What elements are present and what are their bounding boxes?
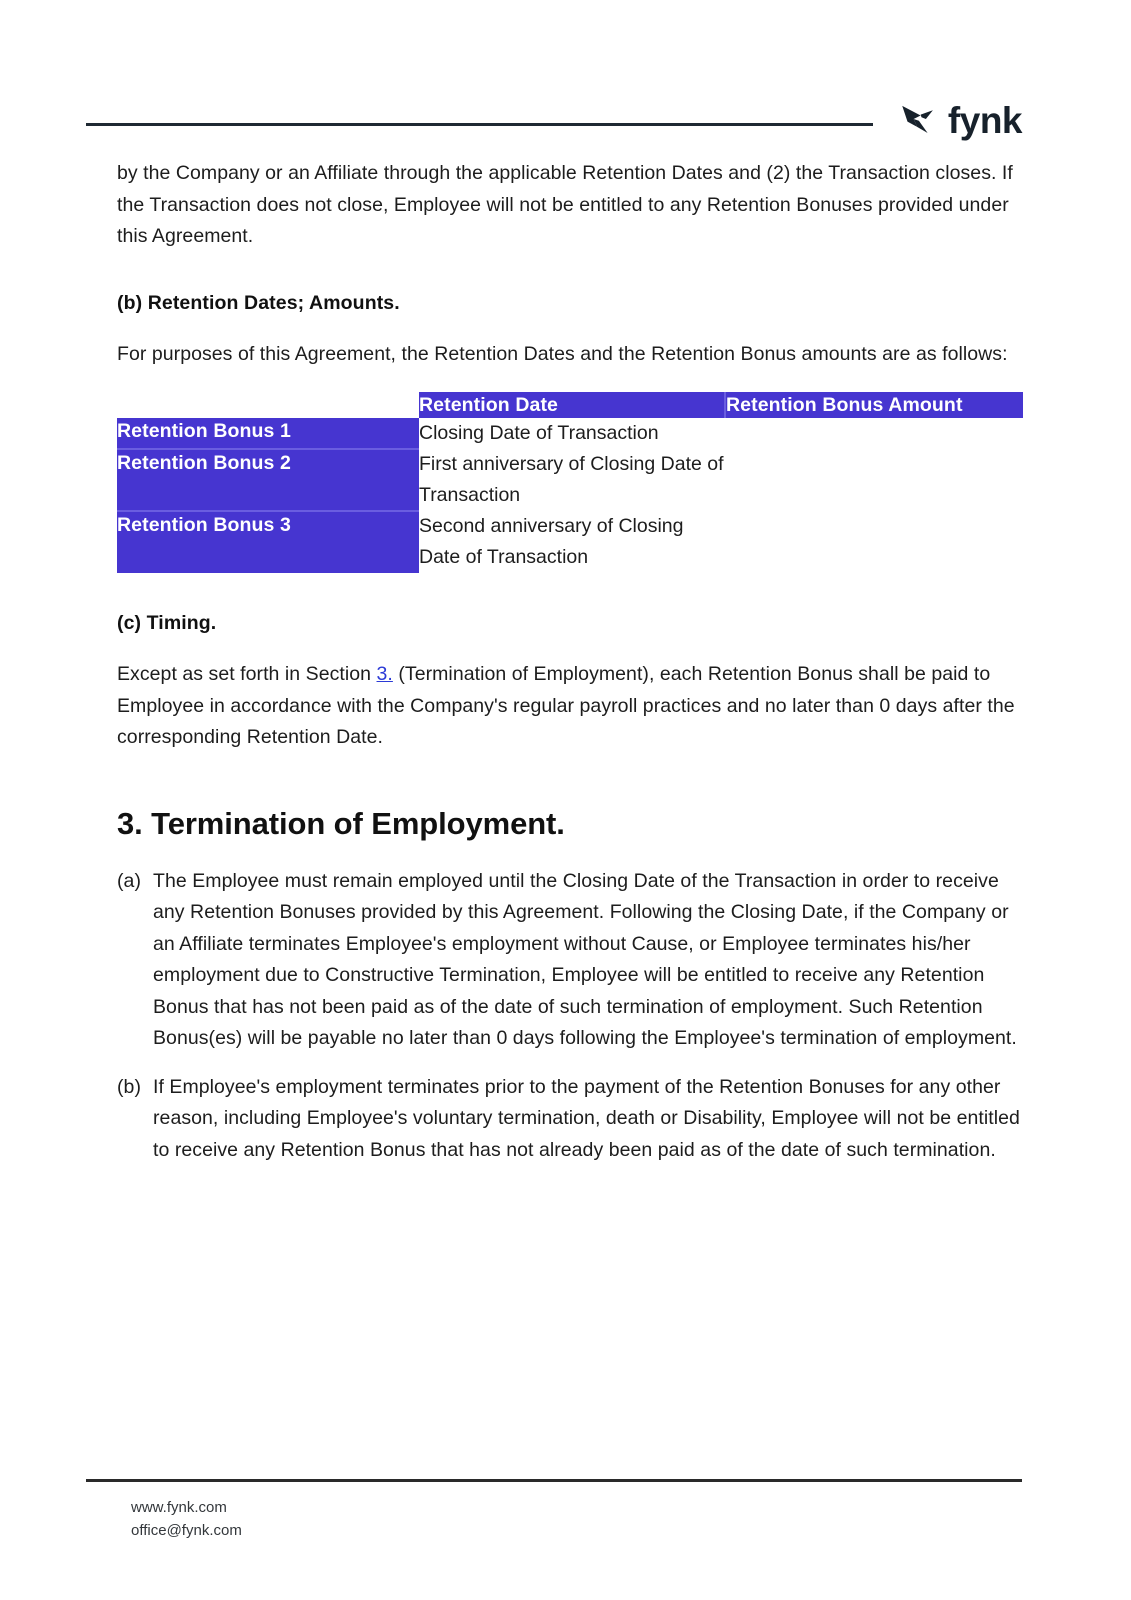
spacer [117,573,1023,609]
cell-bonus-amount-1 [725,418,1023,449]
subsection-c-text-before-link: Except as set forth in Section [117,663,377,685]
continued-paragraph: by the Company or an Affiliate through the applicable Retention Dates and (2) the Transaction closes. If the Transaction does not close, Employee will not be entitled to any Retention Bonuses provided under this Agreement. [117,162,1013,247]
fynk-logo-wordmark: fynk [947,99,1022,141]
column-header-retention-date: Retention Date [419,392,725,418]
cell-retention-date-3: Second anniversary of Closing Date of Transaction [419,511,725,573]
list-item-text-a: The Employee must remain employed until the Closing Date of the Transaction in order to receive any Retention Bonuses provided by this Agreement. Following the Closing Date, if the Company or an Affiliate terminates Employee's employment without Cause, or Employee terminates his/her employment due to Constructive Termination, Employee will be entitled to receive any Retention Bonus that has not been paid as of the date of such termination of employment. Such Retention Bonus(es) will be payable no later than 0 days following the Employee's termination of employment. [153,869,1017,1049]
spacer [117,844,1023,866]
footer-contact-block [86,1496,1022,1542]
table-header [117,392,1023,418]
table-body [117,418,1023,573]
cell-retention-date-2: First anniversary of Closing Date of Transaction [419,449,725,511]
spacer [117,253,1023,289]
page-footer [86,1479,1022,1542]
spacer [117,790,1023,804]
cell-retention-date-1: Closing Date of Transaction [419,418,725,449]
row-header-retention-bonus-1: Retention Bonus 1 [117,418,419,449]
document-content [117,158,1023,1166]
list-item-marker-a: (a) [117,869,141,892]
column-header-retention-bonus-amount: Retention Bonus Amount [725,392,1023,418]
cell-bonus-amount-3 [725,511,1023,573]
table-row [117,511,1023,573]
fynk-bird-logo-icon [897,98,939,140]
section-3-cross-reference-link[interactable]: 3. [376,663,393,685]
table-row [117,449,1023,511]
cell-bonus-amount-2 [725,449,1023,511]
table-corner-cell [117,392,419,418]
subsection-b-heading: (b) Retention Dates; Amounts. [117,291,400,314]
table-row [117,418,1023,449]
footer-divider-rule [86,1479,1022,1482]
row-header-retention-bonus-2: Retention Bonus 2 [117,449,419,511]
list-item [117,866,1023,1055]
list-item [117,1072,1023,1167]
fynk-logo [897,98,1022,140]
section-3-list [117,866,1023,1167]
table-header-row [117,392,1023,418]
retention-table-wrapper [117,392,1023,573]
subsection-c-paragraph [117,659,1023,754]
footer-website: www.fynk.com [131,1499,227,1516]
page-header [86,98,1022,156]
spacer [117,370,1023,392]
retention-bonus-table [117,392,1023,573]
spacer [117,317,1023,339]
row-header-retention-bonus-3: Retention Bonus 3 [117,511,419,573]
section-3-title: 3. Termination of Employment. [117,805,565,841]
spacer [117,754,1023,790]
footer-email: office@fynk.com [131,1522,242,1539]
spacer [117,637,1023,659]
list-item-text-b: If Employee's employment terminates prior to the payment of the Retention Bonuses for any other reason, including Employee's voluntary termination, death or Disability, Employee will not be entitled to receive any Retention Bonus that has not already been paid as of the date of such termination. [153,1075,1020,1161]
header-divider-rule [86,123,873,126]
subsection-c-text-after-link: (Termination of Employment), each Retention Bonus shall be paid to Employee in accordance with the Company's regular payroll practices and no later than 0 days after the corresponding Retention Date. [117,663,1015,748]
list-item-marker-b: (b) [117,1075,141,1098]
subsection-b-intro: For purposes of this Agreement, the Retention Dates and the Retention Bonus amounts are as follows: [117,342,1008,365]
subsection-c-heading: (c) Timing. [117,612,217,634]
